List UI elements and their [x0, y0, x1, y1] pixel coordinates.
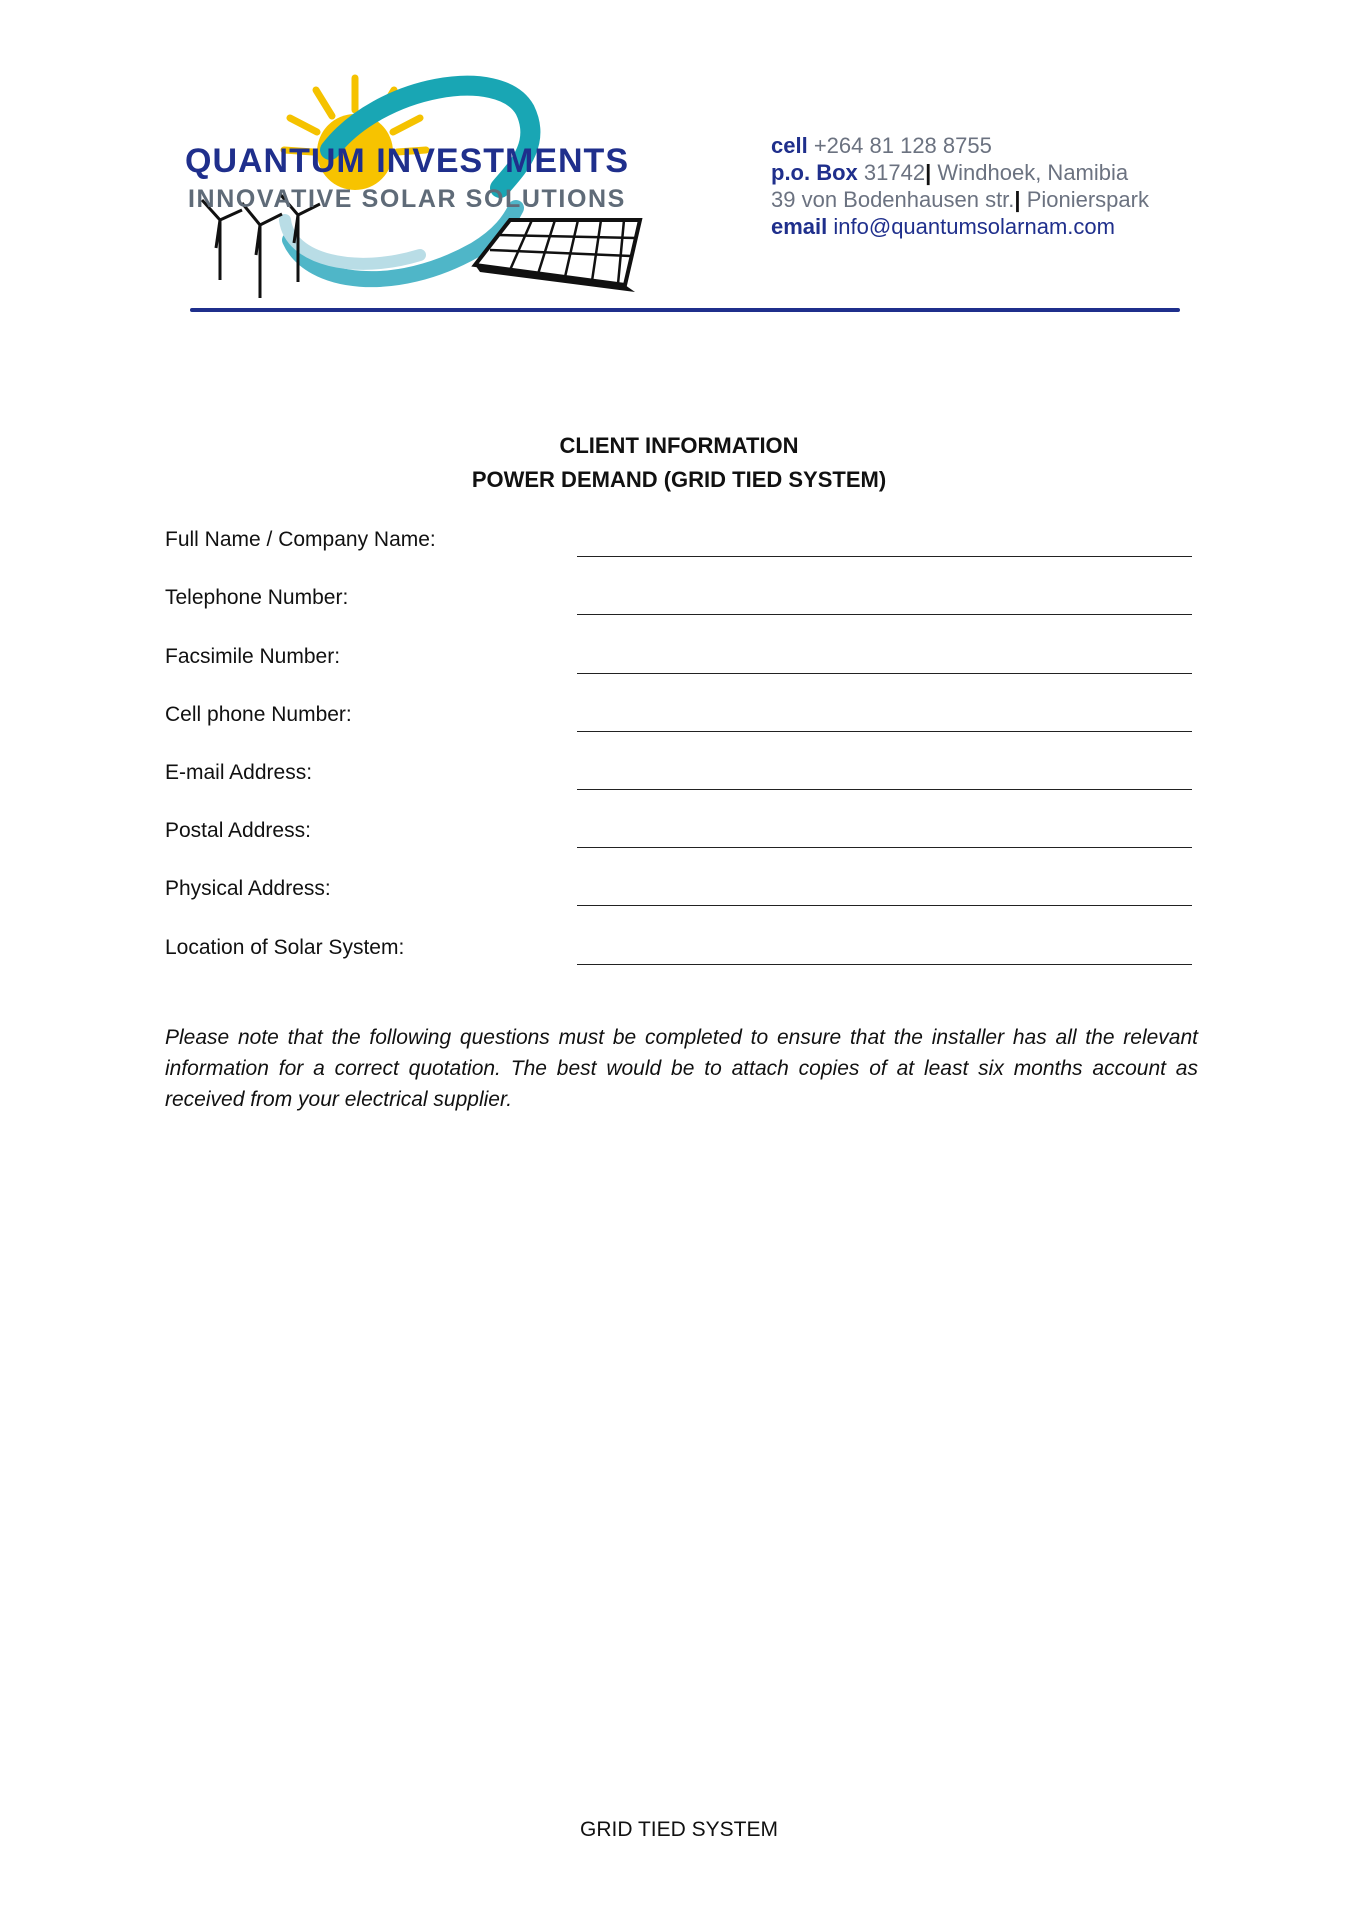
email-label: email: [771, 214, 828, 239]
physical-address-input-line[interactable]: [577, 905, 1192, 906]
separator: |: [1014, 187, 1021, 212]
street: 39 von Bodenhausen str.: [771, 187, 1015, 212]
cellphone-input-line[interactable]: [577, 731, 1192, 732]
full-name-input-line[interactable]: [577, 556, 1192, 557]
field-postal-address: [165, 811, 1195, 851]
contact-email-line: [771, 213, 1149, 240]
box-city: Windhoek, Namibia: [937, 160, 1129, 185]
field-solar-location: [165, 928, 1195, 968]
field-cellphone: [165, 695, 1195, 735]
field-physical-address: [165, 869, 1195, 909]
box-label: p.o. Box: [771, 160, 858, 185]
field-label: Physical Address:: [165, 877, 331, 900]
field-label: Telephone Number:: [165, 586, 349, 609]
suburb: Pionierspark: [1026, 187, 1149, 212]
field-label: E-mail Address:: [165, 761, 313, 784]
header-divider: [190, 308, 1180, 312]
field-label: Facsimile Number:: [165, 645, 341, 668]
solar-panel-icon: [475, 220, 640, 292]
contact-block: [771, 132, 1149, 240]
field-label: Location of Solar System:: [165, 936, 405, 959]
box-value: 31742: [863, 160, 926, 185]
cell-label: cell: [771, 133, 808, 158]
email-value: info@quantumsolarnam.com: [833, 214, 1115, 239]
logo-title: QUANTUM INVESTMENTS: [185, 142, 629, 180]
field-telephone: [165, 578, 1195, 618]
field-facsimile: [165, 637, 1195, 677]
postal-address-input-line[interactable]: [577, 847, 1192, 848]
telephone-input-line[interactable]: [577, 614, 1192, 615]
company-logo: [180, 70, 680, 305]
contact-box-line: [771, 159, 1149, 186]
facsimile-input-line[interactable]: [577, 673, 1192, 674]
page-footer: GRID TIED SYSTEM: [580, 1818, 778, 1841]
field-label: Cell phone Number:: [165, 703, 352, 726]
email-input-line[interactable]: [577, 789, 1192, 790]
logo-subtitle: INNOVATIVE SOLAR SOLUTIONS: [188, 185, 626, 213]
instruction-note: Please note that the following questions must be completed to ensure that the installer has all the relevant information for a correct quotation. The best would be to attach copies of at least six months account as received from your electrical supplier.: [165, 1026, 1198, 1111]
form-titles: [0, 429, 1358, 497]
field-full-name: [165, 520, 1195, 560]
contact-cell-line: [771, 132, 1149, 159]
field-label: Postal Address:: [165, 819, 311, 842]
field-email: [165, 753, 1195, 793]
separator: |: [925, 160, 932, 185]
solar-location-input-line[interactable]: [577, 964, 1192, 965]
cell-value: +264 81 128 8755: [813, 133, 992, 158]
form-subtitle: POWER DEMAND (GRID TIED SYSTEM): [471, 467, 887, 492]
field-label: Full Name / Company Name:: [165, 528, 436, 551]
form-title: CLIENT INFORMATION: [559, 433, 799, 458]
contact-street-line: [771, 186, 1149, 213]
